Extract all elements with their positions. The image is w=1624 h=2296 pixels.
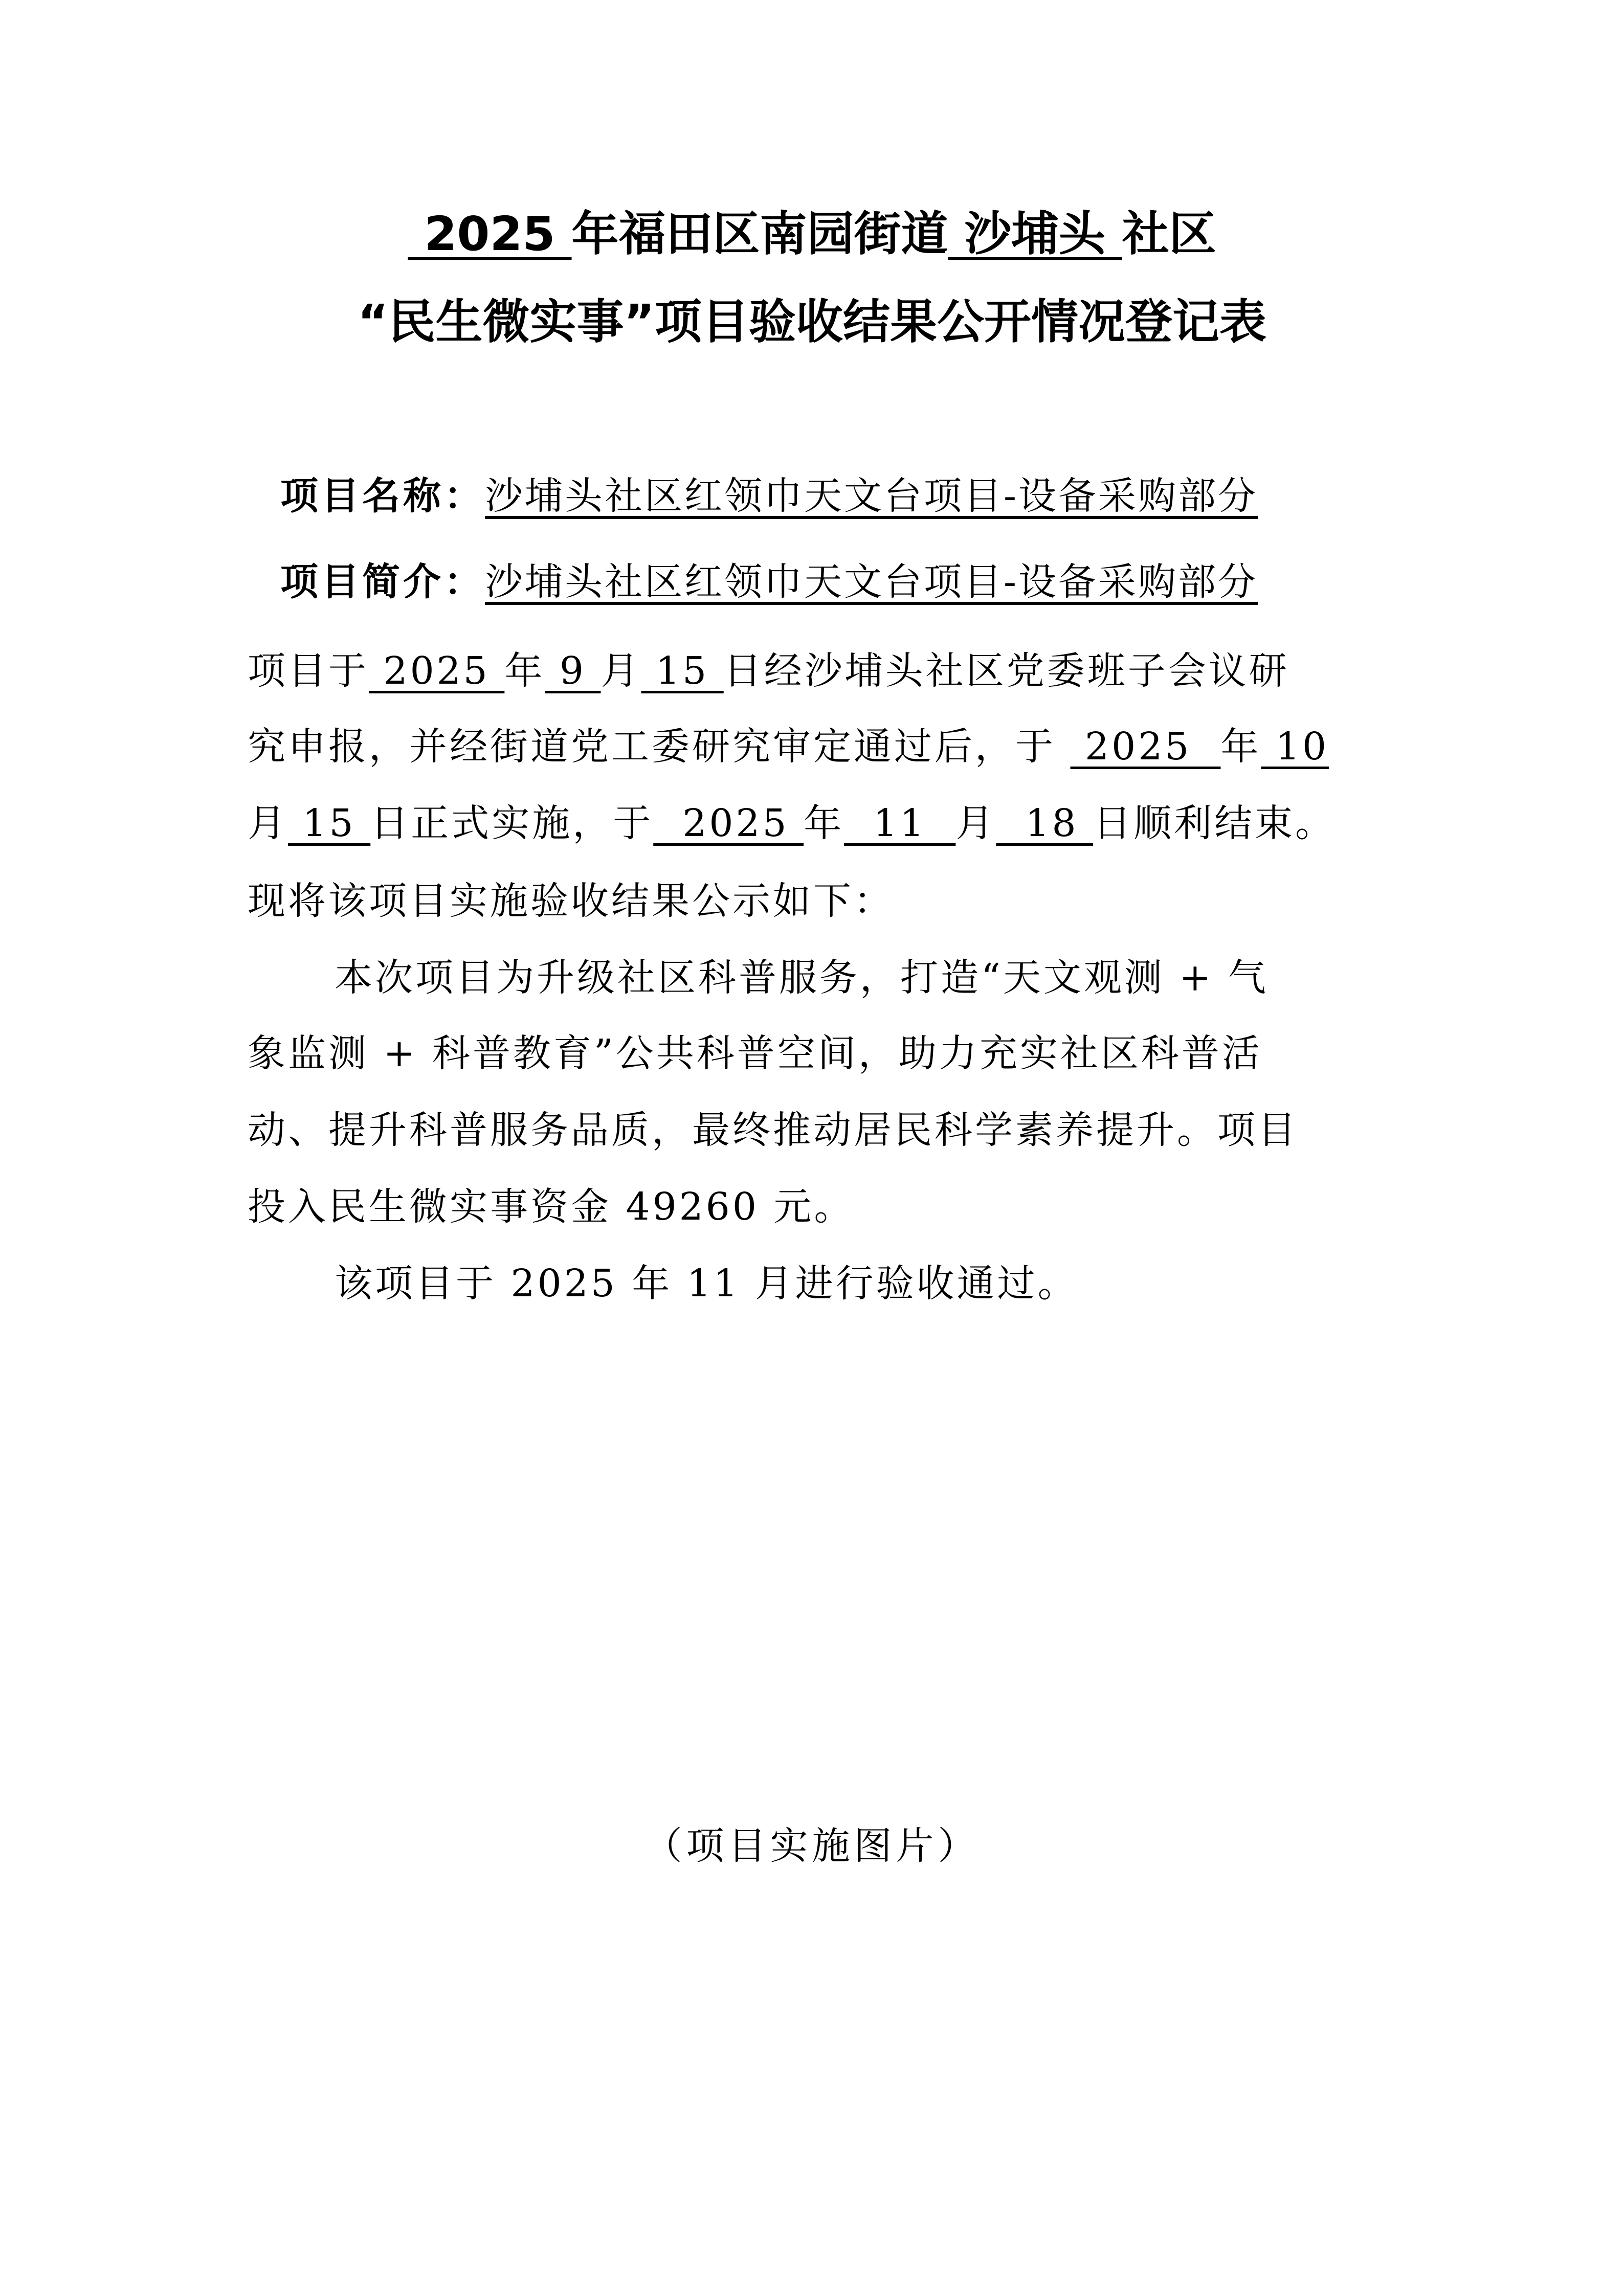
description-line-1: 本次项目为升级社区科普服务，打造“天文观测 + 气 <box>335 956 1269 1000</box>
text-segment: 究申报，并经街道党工委研究审定通过后，于 <box>248 725 1071 769</box>
project-brief-value: 沙埔头社区红领巾天文台项目-设备采购部分 <box>485 560 1258 604</box>
report-year: 2025 <box>369 649 505 693</box>
description-line-4-funding: 投入民生微实事资金 49260 元。 <box>248 1185 855 1229</box>
project-brief-label: 项目简介： <box>280 560 485 604</box>
document-title-line-2: “民生微实事”项目验收结果公开情况登记表 <box>358 295 1266 349</box>
text-segment: 年 <box>1220 725 1261 769</box>
text-segment: 项目于 <box>248 649 369 693</box>
project-name-label: 项目名称： <box>280 474 485 518</box>
description-line-3: 动、提升科普服务品质，最终推动居民科学素养提升。项目 <box>248 1108 1298 1152</box>
timeline-line-1 <box>248 645 1289 696</box>
text-segment: 年 <box>504 649 545 693</box>
project-brief-row <box>280 556 1258 607</box>
end-day: 18 <box>996 801 1094 845</box>
report-month: 9 <box>545 649 601 693</box>
start-day: 15 <box>288 801 371 845</box>
description-line-2: 象监测 + 科普教育”公共科普空间，助力充实社区科普活 <box>248 1031 1262 1075</box>
start-year: 2025 <box>1070 725 1221 769</box>
text-segment: 月 <box>955 801 996 845</box>
timeline-line-2 <box>248 721 1329 772</box>
start-month: 10 <box>1261 725 1329 769</box>
title-suffix: 社区 <box>1122 207 1216 261</box>
acceptance-statement: 该项目于 2025 年 11 月进行验收通过。 <box>335 1262 1078 1305</box>
project-name-row <box>280 470 1258 522</box>
images-caption: （项目实施图片） <box>644 1824 980 1868</box>
report-day: 15 <box>641 649 724 693</box>
text-segment: 月 <box>600 649 641 693</box>
text-segment: 日经沙埔头社区党委班子会议研 <box>723 649 1289 693</box>
text-segment: 日正式实施，于 <box>370 801 654 845</box>
end-year: 2025 <box>653 801 804 845</box>
title-community: 沙埔头 <box>948 207 1122 261</box>
timeline-line-3 <box>248 798 1336 849</box>
end-month: 11 <box>844 801 956 845</box>
announcement-intro: 现将该项目实施验收结果公示如下： <box>248 879 894 923</box>
title-year: 2025 <box>408 207 572 261</box>
document-title-line-1 <box>0 204 1624 265</box>
title-district-street: 年福田区南园街道 <box>571 207 948 261</box>
project-name-value: 沙埔头社区红领巾天文台项目-设备采购部分 <box>485 474 1258 518</box>
text-segment: 日顺利结束。 <box>1093 801 1336 845</box>
text-segment: 月 <box>248 801 288 845</box>
text-segment: 年 <box>804 801 844 845</box>
